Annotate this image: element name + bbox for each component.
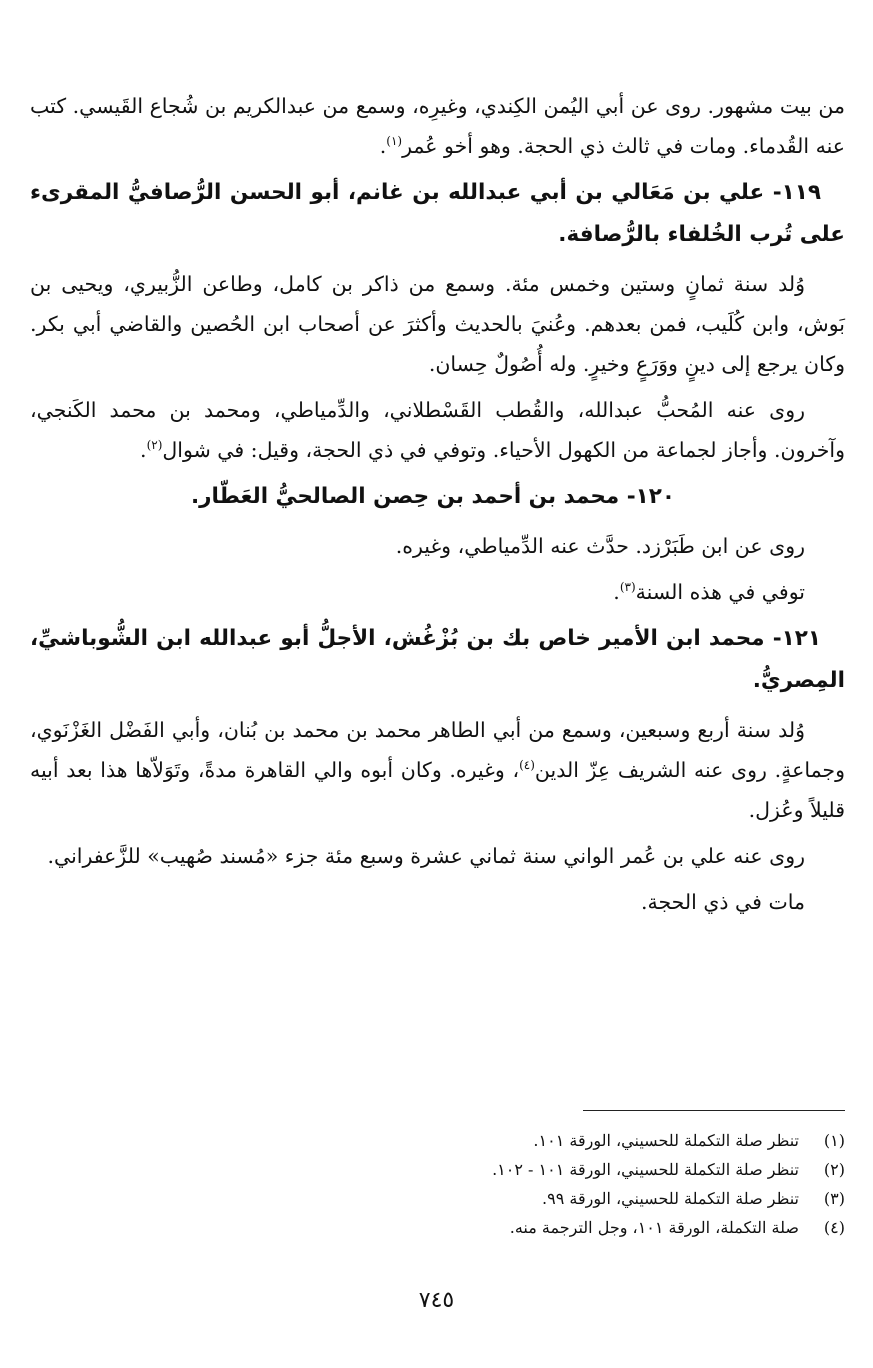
entry-heading-121: ١٢١- محمد ابن الأمير خاص بك بن بُزْغُش، الأجلُّ أبو عبدالله ابن الشُّوباشيِّ، المِصريُّ. (30, 626, 845, 693)
paragraph-119-narrators: روى عنه المُحبُّ عبدالله، والقُطب القَسْطلاني، والدِّمياطي، ومحمد بن محمد الكَنجي، وآخرون. وأجاز لجماعة من الكهول الأحياء. وتوفي في ذي الحجة، وقيل: في شوال$^{(٢)}$. (30, 398, 845, 462)
footnote-number: (١) (823, 1131, 845, 1150)
paragraph-121-narration: روى عنه علي بن عُمر الواني سنة ثماني عشرة وسبع مئة جزء «مُسند صُهيب» للزَّعفراني. (47, 844, 805, 868)
paragraph-text: روى عنه المُحبُّ عبدالله، والقُطب القَسْطلاني، والدِّمياطي، ومحمد بن محمد الكَنجي، وآخرون. وأجاز لجماعة من الكهول الأحياء. وتوفي في ذي الحجة، وقيل: في شوال (30, 398, 845, 462)
paragraph-text: توفي في هذه السنة (635, 580, 805, 604)
footnote-text: تنظر صلة التكملة للحسيني، الورقة ٩٩. (542, 1189, 799, 1208)
footnote-text: تنظر صلة التكملة للحسيني، الورقة ١٠١. (533, 1131, 799, 1150)
footnote-ref[interactable]: (٢) (146, 438, 163, 453)
footnote-ref[interactable]: (١) (386, 134, 403, 149)
footnote-ref[interactable]: (٣) (619, 580, 636, 595)
footnote-item (30, 1213, 845, 1242)
footnote-item (30, 1126, 845, 1155)
footnote-item (30, 1184, 845, 1213)
paragraph-intro: من بيت مشهور. روى عن أبي اليُمن الكِندي، وغيرِه، وسمع من عبدالكريم بن شُجاع القَيسي. كتب عنه القُدماء. ومات في ثالث ذي الحجة. وهو أخو عُمر$^{(١)}$. (30, 94, 845, 158)
paragraph-120-narration: روى عن ابن طَبَرْزد. حدَّث عنه الدِّمياطي، وغيره. (395, 534, 805, 558)
main-text (30, 86, 845, 928)
footnote-text: تنظر صلة التكملة للحسيني، الورقة ١٠١ - ١٠٢. (492, 1160, 799, 1179)
footnotes (30, 1126, 845, 1242)
paragraph-119-birth: وُلد سنة ثمانٍ وستين وخمس مئة. وسمع من ذاكر بن كامل، وطاعن الزُّبيري، ويحيى بن بَوش، وابن كُلَيب، فمن بعدهم. وعُنيَ بالحديث وأكثرَ عن أصحاب ابن الحُصين والقاضي أبي بكر. وكان يرجع إلى دينٍ ووَرَعٍ وخيرٍ. وله أُصُولٌ حِسان. (30, 272, 845, 376)
paragraph-text: ، وغيره. وكان أبوه والي القاهرة مدةً، وتَوَلاّها هذا بعد أبيه قليلاً وعُزل. (30, 758, 845, 822)
footnote-number: (٤) (823, 1218, 845, 1237)
footnote-divider (583, 1110, 845, 1111)
entry-heading-119: ١١٩- علي بن مَعَالي بن أبي عبدالله بن غانم، أبو الحسن الرُّصافيُّ المقرىء على تُرب الخُلفاء بالرُّصافة. (30, 180, 845, 247)
paragraph-text: وُلد سنة أربع وسبعين، وسمع من أبي الطاهر محمد بن محمد بن بُنان، وأبي الفَضْل الغَزْنَوي، وجماعةٍ. روى عنه الشريف عِزّ الدين (30, 718, 845, 782)
page-number: ٧٤٥ (418, 1288, 455, 1313)
footnote-ref[interactable]: (٤) (519, 758, 535, 773)
paragraph-120-death: توفي في هذه السنة$^{(٣)}$. (613, 580, 805, 604)
footnote-number: (٣) (823, 1189, 845, 1208)
paragraph-121-death: مات في ذي الحجة. (640, 890, 805, 914)
footnote-text: صلة التكملة، الورقة ١٠١، وجل الترجمة منه. (509, 1218, 799, 1237)
footnote-number: (٢) (823, 1160, 845, 1179)
entry-heading-120: ١٢٠- محمد بن أحمد بن حِصن الصالحيُّ العَطّار. (190, 484, 675, 509)
footnote-item (30, 1155, 845, 1184)
paragraph-121-birth (30, 710, 845, 830)
paragraph-text: من بيت مشهور. روى عن أبي اليُمن الكِندي، وغيرِه، وسمع من عبدالكريم بن شُجاع القَيسي. كتب عنه القُدماء. ومات في ثالث ذي الحجة. وهو أخو عُمر (30, 94, 845, 158)
